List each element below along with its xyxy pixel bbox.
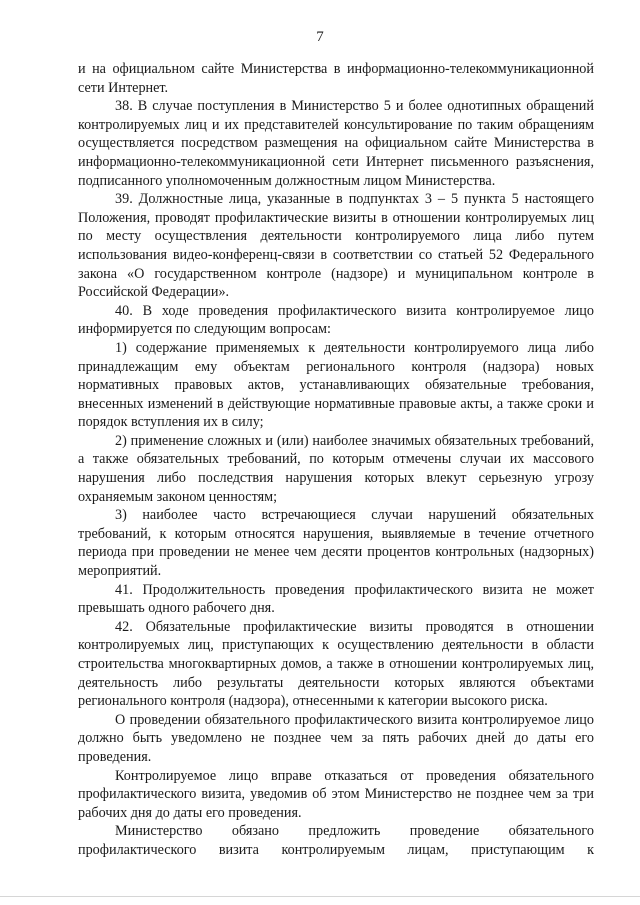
document-body: [78, 60, 594, 860]
paragraph-ministry-obligation: Министерство обязано предложить проведение обязательного профилактического визита контролируемым лицам, приступающим к: [78, 823, 594, 858]
paragraph-42: 42. Обязательные профилактические визиты проводятся в отношении контролируемых лиц, приступающих к осуществлению деятельности в области строительства многоквартирных домов, а также в отношении контролируемых лиц, деятельность либо результаты деятельности которых являются объектами регионального контроля (надзора), отнесенными к категории высокого риска.: [78, 618, 594, 710]
paragraph-39: 39. Должностные лица, указанные в подпунктах 3 – 5 пункта 5 настоящего Положения, проводят профилактические визиты в отношении контролируемых лиц по месту осуществления деятельности контролируемого лица либо путем использования видео-конференц-связи в соответствии со статьей 52 Федерального закона «О государственном контроле (надзоре) и муниципальном контроле в Российской Федерации».: [78, 191, 594, 301]
paragraph-38: 38. В случае поступления в Министерство 5 и более однотипных обращений контролируемых лиц и их представителей консультирование по таким обращениям осуществляется посредством размещения на официальном сайте Министерства в информационно-телекоммуникационной сети Интернет письменного разъяснения, подписанного уполномоченным должностным лицом Министерства.: [78, 98, 594, 189]
page-number: 7: [316, 29, 324, 45]
scan-edge-line: [0, 896, 640, 897]
paragraph-40-item-3: 3) наиболее часто встречающиеся случаи нарушений обязательных требований, к которым относятся нарушения, выявляемые в течение отчетного периода при проведении не менее чем десяти процентов контрольных (надзорных) мероприятий.: [78, 507, 594, 580]
paragraph-refusal: Контролируемое лицо вправе отказаться от проведения обязательного профилактического визита, уведомив об этом Министерство не позднее чем за три рабочих дня до даты его проведения.: [78, 767, 594, 821]
paragraph-40-item-1: 1) содержание применяемых к деятельности контролируемого лица либо принадлежащим ему объектам регионального контроля (надзора) новых нормативных правовых актов, устанавливающих обязательные требования, внесенных изменений в действующие нормативные правовые акты, а также сроки и порядок вступления их в силу;: [78, 339, 594, 431]
paragraph-notification: О проведении обязательного профилактического визита контролируемое лицо должно быть уведомлено не позднее чем за пять рабочих дней до даты его проведения.: [78, 711, 594, 765]
paragraph-40: 40. В ходе проведения профилактического визита контролируемое лицо информируется по следующим вопросам:: [78, 302, 594, 338]
paragraph-40-item-2: 2) применение сложных и (или) наиболее значимых обязательных требований, а также обязательных требований, по которым отмечены случаи их массового нарушения либо последствия нарушения которых влекут серьезную угрозу охраняемым законом ценностям;: [78, 432, 594, 505]
paragraph-continuation: и на официальном сайте Министерства в информационно-телекоммуникационной сети Интернет.: [78, 61, 594, 96]
paragraph-41: 41. Продолжительность проведения профилактического визита не может превышать одного рабочего дня.: [78, 581, 594, 617]
